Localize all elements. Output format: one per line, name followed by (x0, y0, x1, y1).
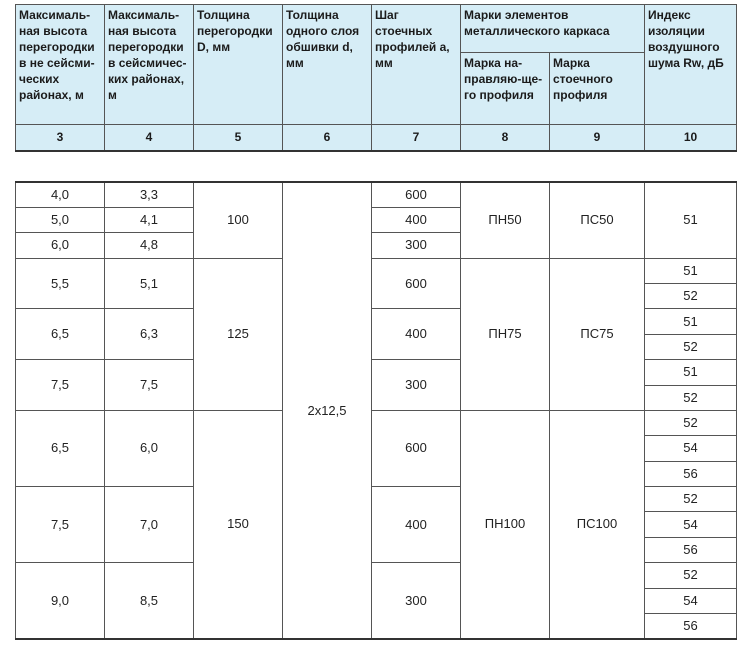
cell-height-nonseismic: 5,0 (16, 207, 105, 232)
cell-height-seismic: 6,0 (105, 410, 194, 486)
column-number: 10 (645, 125, 737, 151)
cell-rw: 52 (645, 284, 737, 309)
cell-step: 600 (372, 182, 461, 207)
table-body (15, 181, 737, 640)
cell-height-nonseismic: 6,5 (16, 410, 105, 486)
cell-thickness: 100 (194, 182, 283, 258)
cell-step: 400 (372, 309, 461, 360)
cell-step: 600 (372, 258, 461, 309)
cell-stud-profile: ПС75 (550, 258, 645, 410)
cell-step: 300 (372, 233, 461, 258)
cell-height-nonseismic: 7,5 (16, 360, 105, 411)
header-sound-insulation-index: Индекс изоляции воздушного шума Rw, дБ (645, 5, 737, 125)
cell-guide-profile: ПН100 (461, 410, 550, 639)
cell-rw: 51 (645, 182, 737, 258)
cell-stud-profile: ПС100 (550, 410, 645, 639)
header-partition-thickness: Толщина перегородки D, мм (194, 5, 283, 125)
cell-rw: 52 (645, 334, 737, 359)
header-max-height-seismic: Максималь-ная высота перегородки в сейсмичес-ких районах, м (105, 5, 194, 125)
cell-height-nonseismic: 6,5 (16, 309, 105, 360)
header-sheathing-thickness: Толщина одного слоя обшивки d, мм (283, 5, 372, 125)
cell-rw: 52 (645, 385, 737, 410)
cell-rw: 56 (645, 613, 737, 639)
cell-step: 300 (372, 360, 461, 411)
cell-thickness: 125 (194, 258, 283, 410)
table-row (16, 258, 737, 283)
cell-rw: 52 (645, 487, 737, 512)
cell-rw: 51 (645, 309, 737, 334)
header-frame-elements: Марки элементов металлического каркаса (461, 5, 645, 53)
table-row (16, 182, 737, 207)
cell-step: 400 (372, 207, 461, 232)
cell-rw: 52 (645, 410, 737, 435)
cell-height-seismic: 4,1 (105, 207, 194, 232)
column-number: 5 (194, 125, 283, 151)
cell-stud-profile: ПС50 (550, 182, 645, 258)
cell-rw: 52 (645, 563, 737, 588)
cell-guide-profile: ПН75 (461, 258, 550, 410)
cell-rw: 51 (645, 360, 737, 385)
cell-height-seismic: 6,3 (105, 309, 194, 360)
cell-step: 400 (372, 487, 461, 563)
cell-height-nonseismic: 9,0 (16, 563, 105, 639)
cell-height-seismic: 4,8 (105, 233, 194, 258)
table-row (16, 410, 737, 435)
cell-rw: 54 (645, 512, 737, 537)
cell-guide-profile: ПН50 (461, 182, 550, 258)
column-number: 6 (283, 125, 372, 151)
cell-height-seismic: 3,3 (105, 182, 194, 207)
header-guide-profile: Марка на-правляю-ще-го профиля (461, 53, 550, 125)
cell-height-seismic: 8,5 (105, 563, 194, 639)
column-number: 3 (16, 125, 105, 151)
cell-height-seismic: 5,1 (105, 258, 194, 309)
cell-height-nonseismic: 7,5 (16, 487, 105, 563)
column-number: 8 (461, 125, 550, 151)
cell-step: 300 (372, 563, 461, 639)
header-stud-spacing: Шаг стоечных профилей а, мм (372, 5, 461, 125)
cell-rw: 51 (645, 258, 737, 283)
cell-sheathing: 2x12,5 (283, 182, 372, 639)
column-number: 9 (550, 125, 645, 151)
cell-rw: 54 (645, 588, 737, 613)
table-header (15, 4, 737, 152)
cell-height-seismic: 7,0 (105, 487, 194, 563)
header-max-height-nonseismic: Максималь-ная высота перегородки в не сейсми-ческих районах, м (16, 5, 105, 125)
column-number: 4 (105, 125, 194, 151)
cell-thickness: 150 (194, 410, 283, 639)
cell-height-nonseismic: 4,0 (16, 182, 105, 207)
cell-rw: 54 (645, 436, 737, 461)
cell-height-nonseismic: 6,0 (16, 233, 105, 258)
header-stud-profile: Марка стоечного профиля (550, 53, 645, 125)
cell-step: 600 (372, 410, 461, 486)
cell-rw: 56 (645, 461, 737, 486)
cell-height-nonseismic: 5,5 (16, 258, 105, 309)
column-number: 7 (372, 125, 461, 151)
cell-height-seismic: 7,5 (105, 360, 194, 411)
cell-rw: 56 (645, 537, 737, 562)
